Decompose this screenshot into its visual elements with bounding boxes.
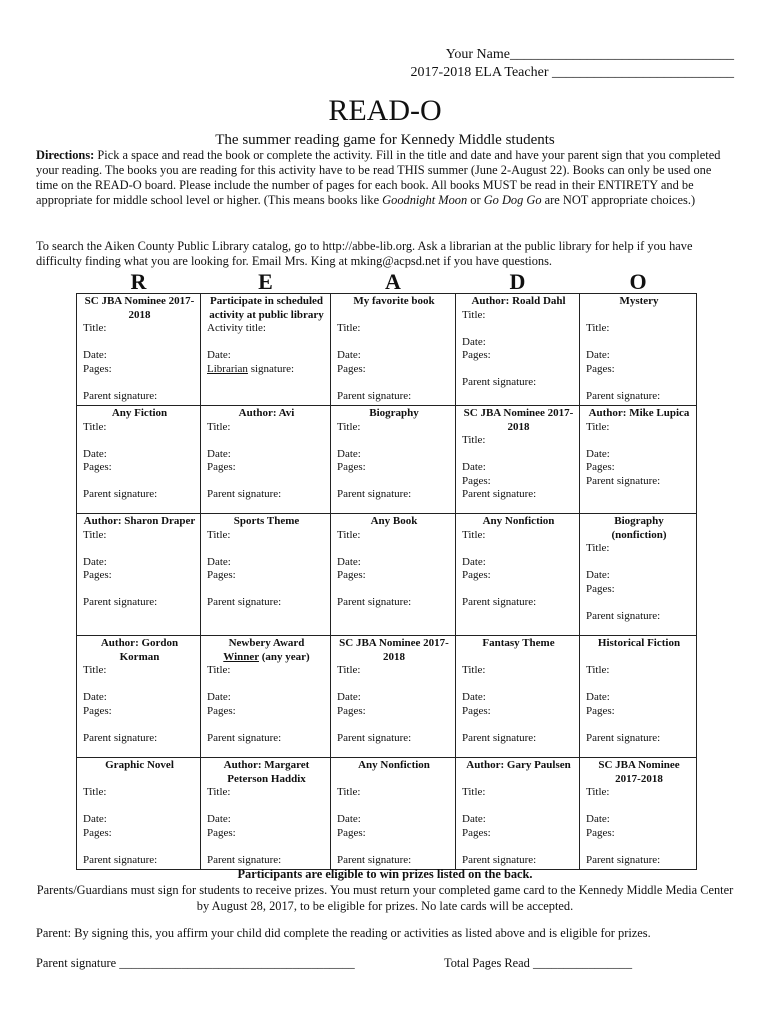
cell-category: Any Fiction: [111, 407, 168, 419]
date-field-label: Date:: [337, 813, 361, 825]
date-field-label: Date:: [337, 555, 361, 568]
cell-category: Author: Gordon Korman: [100, 637, 179, 663]
parent-signature-label: Parent signature:: [337, 731, 412, 744]
title-field-label: Title:: [83, 528, 107, 541]
cell-category: Any Nonfiction: [482, 515, 555, 527]
cell-category: Fantasy Theme: [482, 637, 555, 649]
pages-field-label: Pages:: [586, 582, 615, 595]
cell-category: Biography: [369, 407, 419, 419]
board-cell[interactable]: [456, 758, 580, 870]
page-subtitle: The summer reading game for Kennedy Middle students: [215, 132, 555, 148]
pages-field-label: Pages:: [83, 826, 112, 839]
parent-signature-label: Parent signature:: [462, 488, 537, 500]
parent-signature-label: Parent signature:: [462, 596, 537, 608]
board-row: [77, 406, 697, 514]
date-field-label: Date:: [462, 335, 486, 348]
board-cell[interactable]: [331, 294, 456, 406]
date-field-label: Date:: [586, 349, 610, 361]
date-field-label: Date:: [462, 813, 486, 825]
board-cell[interactable]: [456, 636, 580, 758]
board-row: [77, 514, 697, 636]
cell-category: SC JBA Nominee 2017-2018: [84, 295, 195, 321]
cell-category: Any Book: [370, 515, 418, 527]
board-cell[interactable]: [580, 514, 697, 636]
board-cell[interactable]: [331, 406, 456, 514]
signature-word: signature:: [247, 362, 295, 375]
library-search-note: To search the Aiken County Public Library catalog, go to http://abbe-lib.org. Ask a librarian at the public library for help if you have difficulty finding what you are looking for. Email Mrs. King at mking@acpsd.net if you have questions.: [36, 239, 693, 268]
title-field-label: Title:: [337, 786, 361, 798]
date-field-label: Date:: [586, 691, 610, 703]
page-title: READ-O: [328, 94, 442, 127]
student-info-header: [411, 46, 734, 82]
directions-text-2: or: [467, 193, 484, 207]
directions-text-1: Pick a space and read the book or complete the activity. Fill in the title and date and have your parent sign that you completed your reading. The books you are reading for this activity have to be read THIS summer (June 2-August 22). Books can only be used one time on the READ-O board. Please include the number of pages for each book. All books MUST be read in their ENTIRETY and be appropriate for middle school level or higher. (This means books like: [36, 148, 721, 207]
title-field-label: Title:: [462, 528, 486, 541]
total-pages-line[interactable]: Total Pages Read ________________: [444, 956, 633, 970]
pages-field-label: Pages:: [83, 362, 112, 375]
board-cell[interactable]: [201, 406, 331, 514]
title-field-label: Title:: [586, 420, 610, 433]
date-field-label: Date:: [83, 813, 107, 825]
pages-field-label: Pages:: [207, 826, 236, 839]
title-field-label: Title:: [207, 664, 231, 676]
pages-field-label: Pages:: [586, 362, 615, 375]
pages-field-label: Pages:: [337, 461, 366, 473]
board-cell[interactable]: [456, 514, 580, 636]
date-field-label: Date:: [586, 813, 610, 825]
title-field-label: Title:: [462, 308, 486, 321]
title-field-label: Title:: [83, 786, 107, 798]
date-field-label: Date:: [586, 569, 610, 581]
prizes-text: Parents/Guardians must sign for students to receive prizes. You must return your completed game card to the Kennedy Middle Media Center by August 28, 2017, to be eligible for prizes. No late cards will be accepted.: [36, 883, 734, 913]
pages-field-label: Pages:: [337, 704, 366, 717]
column-header-e: E: [258, 269, 273, 294]
title-field-label: Title:: [337, 322, 361, 334]
cell-category: Author: Margaret Peterson Haddix: [223, 759, 310, 785]
date-field-label: Date:: [337, 349, 361, 361]
title-field-label: Title:: [337, 420, 361, 433]
date-field-label: Date:: [207, 349, 231, 361]
cell-category: Sports Theme: [233, 515, 300, 527]
board-cell[interactable]: [201, 758, 331, 870]
parent-signature-label: Parent signature:: [586, 853, 661, 866]
librarian-word: Librarian: [207, 362, 248, 375]
ela-teacher-line[interactable]: 2017-2018 ELA Teacher __________________________: [410, 65, 734, 80]
date-field-label: Date:: [83, 349, 107, 361]
date-field-label: Date:: [207, 555, 231, 568]
date-field-label: Date:: [462, 555, 486, 568]
title-field-label: Title:: [207, 420, 231, 433]
parent-signature-label: Parent signature:: [207, 596, 282, 608]
parent-signature-label: Parent signature:: [586, 474, 661, 487]
parent-affirmation: Parent: By signing this, you affirm your child did complete the reading or activities as listed above and is eligible for prizes.: [36, 926, 651, 940]
pages-field-label: Pages:: [207, 461, 236, 473]
pages-field-label: Pages:: [337, 826, 366, 839]
parent-signature-line[interactable]: Parent signature ______________________________________: [36, 956, 355, 970]
title-field-label: Title:: [586, 542, 610, 554]
title-field-label: Title:: [462, 434, 486, 446]
board-cell[interactable]: [77, 636, 201, 758]
cell-category: Author: Sharon Draper: [83, 515, 196, 527]
parent-signature-label: Parent signature:: [83, 488, 158, 500]
board-cell[interactable]: [580, 636, 697, 758]
cell-category: Graphic Novel: [105, 759, 174, 771]
parent-signature-label: Parent signature:: [586, 731, 661, 744]
column-header-d: D: [509, 269, 526, 294]
title-field-label: Title:: [462, 786, 486, 798]
pages-field-label: Pages:: [337, 569, 366, 581]
pages-field-label: Pages:: [337, 362, 366, 375]
date-field-label: Date:: [207, 447, 231, 460]
column-header-row: [77, 271, 697, 294]
pages-field-label: Pages:: [586, 461, 615, 473]
date-field-label: Date:: [83, 691, 107, 703]
board-row: [77, 294, 697, 406]
date-field-label: Date:: [337, 447, 361, 460]
title-field-label: Title:: [586, 786, 610, 798]
date-field-label: Date:: [207, 691, 231, 703]
parent-signature-label: Parent signature:: [207, 731, 282, 744]
cell-category: SC JBA Nominee 2017-2018: [339, 637, 449, 663]
directions-text-3: are NOT appropriate choices.): [541, 193, 696, 207]
title-field-label: Title:: [83, 664, 107, 676]
board-cell[interactable]: [201, 636, 331, 758]
title-field-label: Title:: [586, 322, 610, 334]
winner-word: Winner: [223, 650, 259, 663]
directions-label: Directions:: [36, 148, 95, 162]
cell-category: Historical Fiction: [597, 637, 681, 649]
parent-signature-label: Parent signature:: [83, 731, 158, 744]
example-book-2: Go Dog Go: [483, 193, 542, 207]
title-field-label: Title:: [462, 664, 486, 676]
board-cell[interactable]: [77, 758, 201, 870]
title-field-label: Title:: [207, 528, 231, 541]
board-cell[interactable]: [580, 294, 697, 406]
your-name-line[interactable]: Your Name________________________________: [445, 47, 734, 62]
date-field-label: Date:: [462, 461, 486, 473]
directions-paragraph: [36, 148, 734, 208]
parent-signature-label: Parent signature:: [207, 853, 282, 866]
column-header-r: R: [130, 269, 147, 294]
title-field-label: Title:: [83, 420, 107, 433]
board-cell[interactable]: [77, 514, 201, 636]
pages-field-label: Pages:: [83, 704, 112, 717]
column-header-a: A: [385, 269, 401, 294]
board-row: [77, 758, 697, 870]
cell-category-newbery: [207, 637, 326, 664]
parent-signature-label: Parent signature:: [462, 376, 537, 388]
cell-category: Author: Roald Dahl: [471, 295, 566, 307]
board-cell[interactable]: [456, 406, 580, 514]
cell-category: My favorite book: [353, 295, 435, 307]
date-field-label: Date:: [337, 691, 361, 703]
title-field-label: Title:: [83, 322, 107, 334]
date-field-label: Date:: [586, 447, 610, 460]
pages-field-label: Pages:: [462, 349, 491, 361]
cell-category: Author: Mike Lupica: [588, 407, 690, 419]
parent-signature-label: Parent signature:: [337, 853, 412, 866]
newbery-award-text: Newbery Award: [228, 637, 305, 649]
parent-signature-label: Parent signature:: [83, 389, 158, 402]
title-field-label: Title:: [337, 528, 361, 541]
read-o-board: [76, 271, 697, 870]
pages-field-label: Pages:: [586, 826, 615, 839]
parent-signature-label: Parent signature:: [337, 389, 412, 402]
board-cell[interactable]: [580, 406, 697, 514]
date-field-label: Date:: [83, 555, 107, 568]
title-field-label: Title:: [337, 664, 361, 676]
board-cell[interactable]: [331, 514, 456, 636]
pages-field-label: Pages:: [462, 474, 491, 487]
prizes-note: [0, 866, 770, 914]
pages-field-label: Pages:: [462, 704, 491, 717]
date-field-label: Date:: [83, 447, 107, 460]
column-header-o: O: [629, 269, 647, 294]
date-field-label: Date:: [207, 813, 231, 825]
pages-field-label: Pages:: [462, 569, 491, 581]
board-cell[interactable]: [201, 294, 331, 406]
cell-category: Participate in scheduled activity at public library: [209, 295, 324, 321]
parent-signature-label: Parent signature:: [83, 853, 158, 866]
parent-signature-label: Parent signature:: [83, 596, 158, 608]
parent-signature-label: Parent signature:: [337, 596, 412, 608]
parent-signature-label: Parent signature:: [462, 853, 537, 866]
cell-category: Any Nonfiction: [358, 759, 430, 771]
pages-field-label: Pages:: [462, 826, 491, 839]
title-field-label: Title:: [207, 786, 231, 798]
example-book-1: Goodnight Moon: [382, 193, 468, 207]
title-field-label: Title:: [586, 664, 610, 676]
date-field-label: Date:: [462, 691, 486, 703]
prizes-heading: Participants are eligible to win prizes listed on the back.: [237, 867, 533, 881]
parent-signature-label: Parent signature:: [207, 488, 282, 500]
cell-category: Mystery: [619, 295, 659, 307]
parent-signature-label: Parent signature:: [337, 488, 412, 500]
parent-signature-label: Parent signature:: [586, 389, 661, 402]
board-cell[interactable]: [331, 636, 456, 758]
cell-category: Author: Gary Paulsen: [466, 759, 571, 771]
cell-category: SC JBA Nominee 2017-2018: [463, 407, 574, 433]
librarian-signature-label: [207, 363, 326, 377]
board-cell[interactable]: [456, 294, 580, 406]
cell-category: Biography (nonfiction): [611, 515, 667, 541]
pages-field-label: Pages:: [207, 569, 236, 581]
parent-signature-label: Parent signature:: [462, 731, 537, 744]
pages-field-label: Pages:: [207, 704, 236, 717]
board-cell[interactable]: [331, 758, 456, 870]
cell-category: SC JBA Nominee 2017-2018: [598, 759, 680, 785]
board-cell[interactable]: [77, 406, 201, 514]
parent-signature-label: Parent signature:: [586, 609, 661, 622]
pages-field-label: Pages:: [83, 569, 112, 581]
pages-field-label: Pages:: [83, 461, 112, 473]
board-cell[interactable]: [580, 758, 697, 870]
board-row: [77, 636, 697, 758]
cell-category: Author: Avi: [238, 407, 295, 419]
activity-title-label: Activity title:: [207, 322, 266, 334]
board-cell[interactable]: [77, 294, 201, 406]
board-cell[interactable]: [201, 514, 331, 636]
pages-field-label: Pages:: [586, 704, 615, 717]
any-year-text: (any year): [258, 650, 310, 663]
